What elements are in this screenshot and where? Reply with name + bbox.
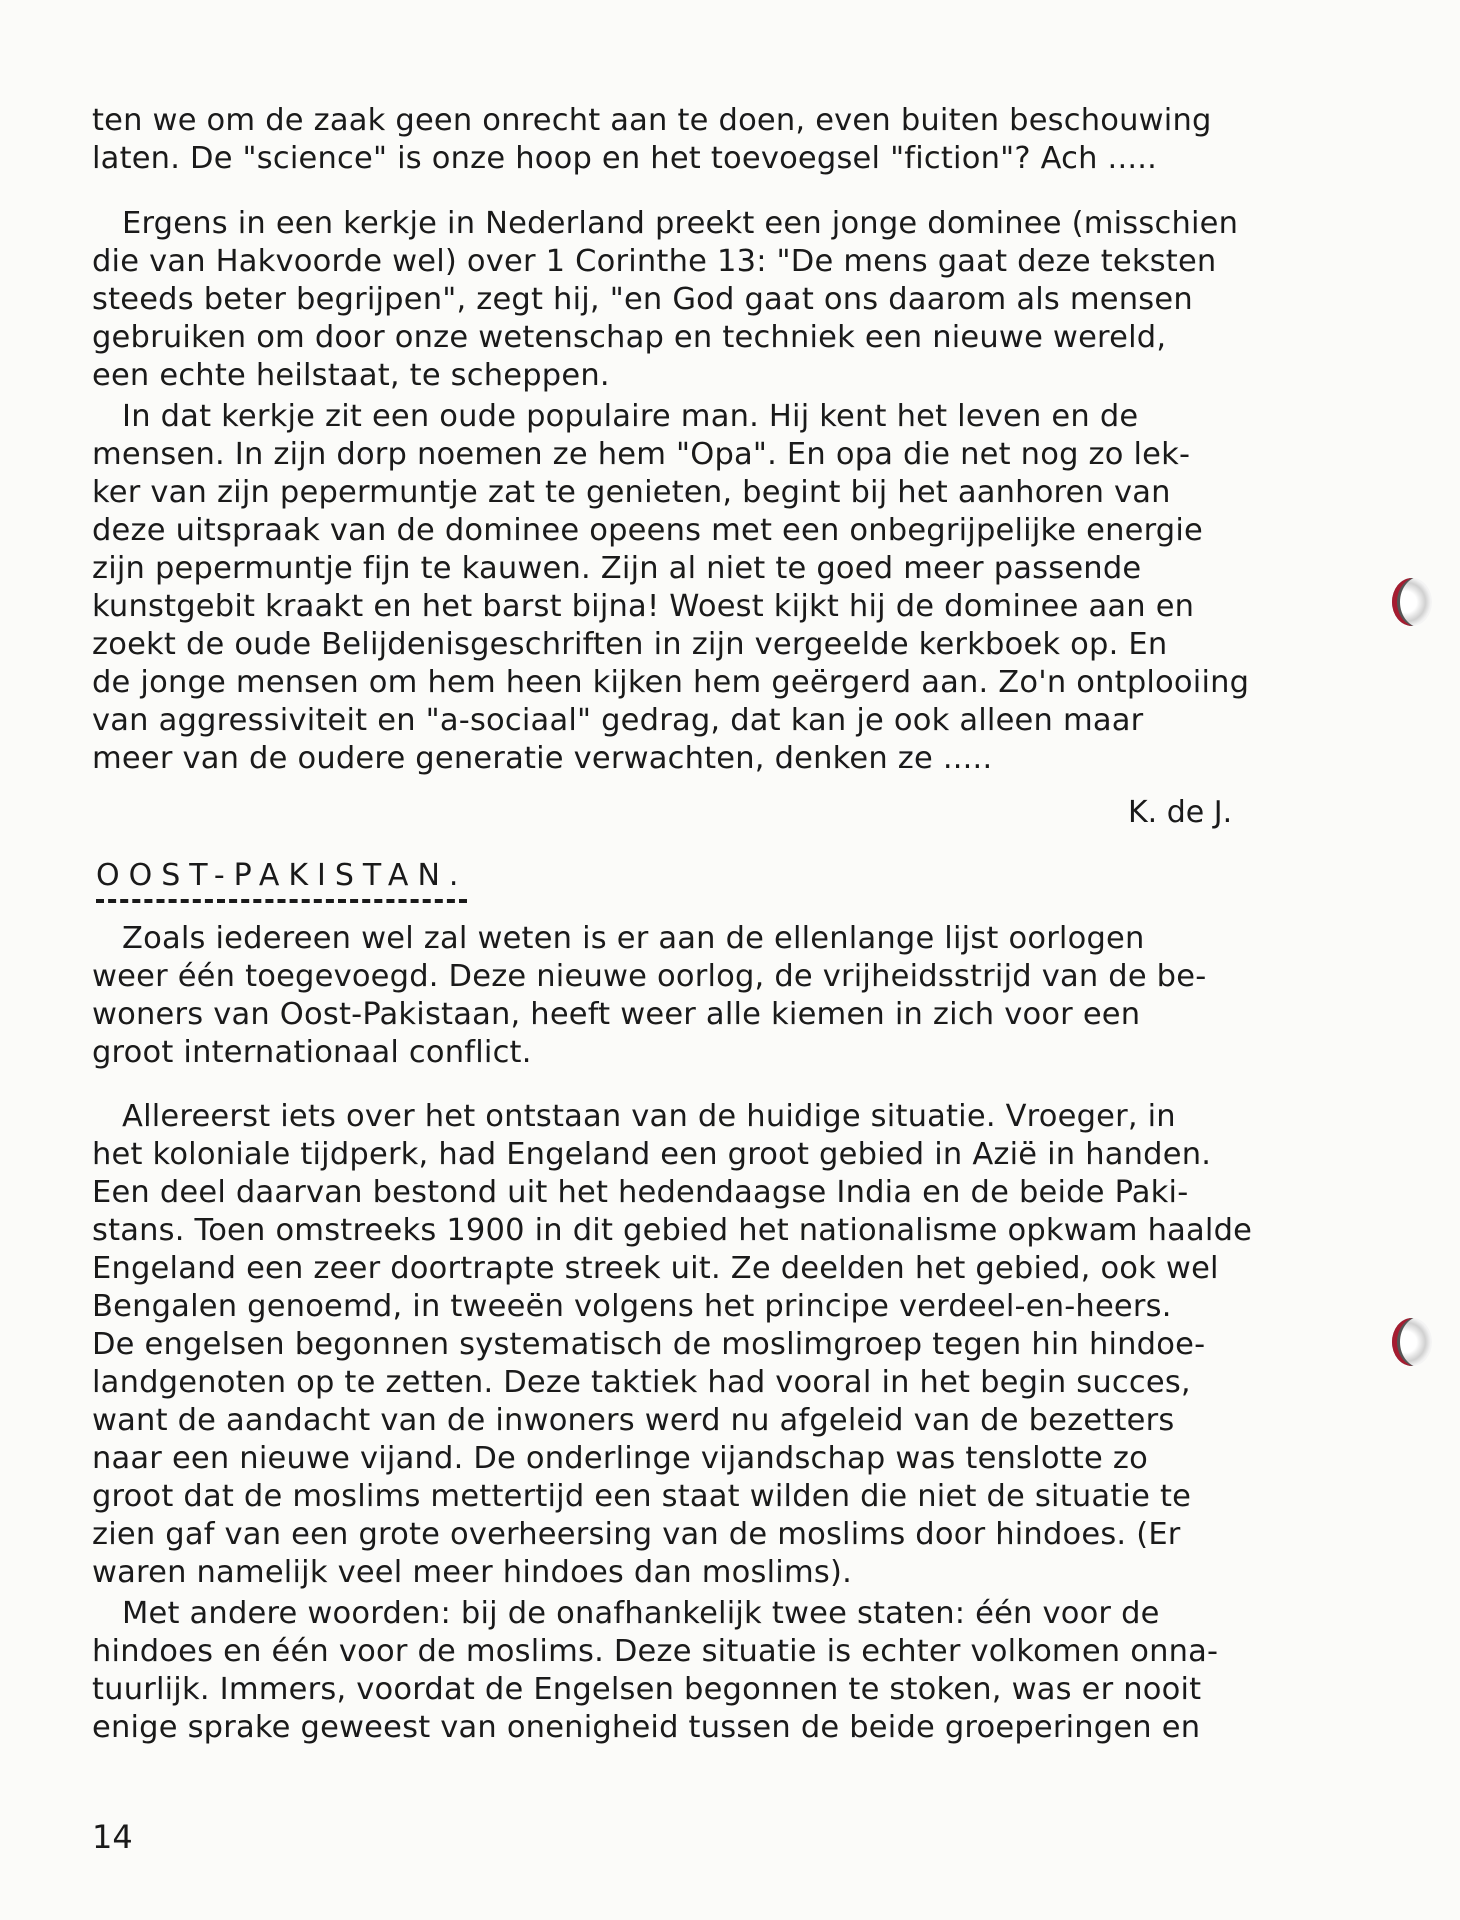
text-line: ker van zijn pepermuntje zat te genieten, begint bij het aanhoren van bbox=[92, 475, 1171, 510]
text-line: tuurlijk. Immers, voordat de Engelsen begonnen te stoken, was er nooit bbox=[92, 1672, 1202, 1707]
text-line: weer één toegevoegd. Deze nieuwe oorlog, de vrijheidsstrijd van de be- bbox=[92, 959, 1207, 994]
text-line: gebruiken om door onze wetenschap en techniek een nieuwe wereld, bbox=[92, 320, 1167, 355]
text-line: stans. Toen omstreeks 1900 in dit gebied het nationalisme opkwam haalde bbox=[92, 1213, 1253, 1248]
binding-hole-icon bbox=[1392, 578, 1432, 626]
text-line: De engelsen begonnen systematisch de moslimgroep tegen hin hindoe- bbox=[92, 1327, 1206, 1362]
author-signature: K. de J. bbox=[1128, 795, 1233, 830]
text-line: groot internationaal conflict. bbox=[92, 1035, 532, 1070]
text-line: Met andere woorden: bij de onafhankelijk twee staten: één voor de bbox=[122, 1596, 1160, 1631]
text-line: naar een nieuwe vijand. De onderlinge vijandschap was tenslotte zo bbox=[92, 1441, 1148, 1476]
text-line: steeds beter begrijpen", zegt hij, "en God gaat ons daarom als mensen bbox=[92, 282, 1193, 317]
text-line: zijn pepermuntje fijn te kauwen. Zijn al niet te goed meer passende bbox=[92, 551, 1142, 586]
binding-hole-icon bbox=[1392, 1318, 1432, 1366]
text-line: Bengalen genoemd, in tweeën volgens het principe verdeel-en-heers. bbox=[92, 1289, 1172, 1324]
text-line: hindoes en één voor de moslims. Deze situatie is echter volkomen onna- bbox=[92, 1634, 1219, 1669]
text-line: de jonge mensen om hem heen kijken hem geërgerd aan. Zo'n ontplooiing bbox=[92, 665, 1250, 700]
text-line: zien gaf van een grote overheersing van de moslims door hindoes. (Er bbox=[92, 1517, 1181, 1552]
text-line: enige sprake geweest van onenigheid tussen de beide groeperingen en bbox=[92, 1710, 1201, 1745]
text-line: Allereerst iets over het ontstaan van de huidige situatie. Vroeger, in bbox=[122, 1099, 1176, 1134]
text-line: het koloniale tijdperk, had Engeland een groot gebied in Azië in handen. bbox=[92, 1137, 1212, 1172]
text-line: meer van de oudere generatie verwachten, denken ze ..... bbox=[92, 741, 993, 776]
section-heading: OOST-PAKISTAN. bbox=[96, 858, 467, 903]
text-line: een echte heilstaat, te scheppen. bbox=[92, 358, 610, 393]
text-line: woners van Oost-Pakistaan, heeft weer alle kiemen in zich voor een bbox=[92, 997, 1141, 1032]
text-line: In dat kerkje zit een oude populaire man. Hij kent het leven en de bbox=[122, 399, 1139, 434]
text-line: Zoals iedereen wel zal weten is er aan de ellenlange lijst oorlogen bbox=[122, 921, 1145, 956]
text-line: landgenoten op te zetten. Deze taktiek had vooral in het begin succes, bbox=[92, 1365, 1191, 1400]
text-line: Engeland een zeer doortrapte streek uit. Ze deelden het gebied, ook wel bbox=[92, 1251, 1219, 1286]
text-line: van aggressiviteit en "a-sociaal" gedrag, dat kan je ook alleen maar bbox=[92, 703, 1144, 738]
text-line: kunstgebit kraakt en het barst bijna! Woest kijkt hij de dominee aan en bbox=[92, 589, 1195, 624]
page-number: 14 bbox=[92, 1818, 133, 1856]
text-line: want de aandacht van de inwoners werd nu afgeleid van de bezetters bbox=[92, 1403, 1175, 1438]
text-line: ten we om de zaak geen onrecht aan te doen, even buiten beschouwing bbox=[92, 103, 1212, 138]
text-line: mensen. In zijn dorp noemen ze hem "Opa". En opa die net nog zo lek- bbox=[92, 437, 1191, 472]
text-line: Ergens in een kerkje in Nederland preekt een jonge dominee (misschien bbox=[122, 206, 1239, 241]
text-line: waren namelijk veel meer hindoes dan moslims). bbox=[92, 1555, 852, 1590]
text-line: zoekt de oude Belijdenisgeschriften in zijn vergeelde kerkboek op. En bbox=[92, 627, 1168, 662]
text-line: die van Hakvoorde wel) over 1 Corinthe 13: "De mens gaat deze teksten bbox=[92, 244, 1217, 279]
text-line: deze uitspraak van de dominee opeens met een onbegrijpelijke energie bbox=[92, 513, 1203, 548]
text-line: groot dat de moslims mettertijd een staat wilden die niet de situatie te bbox=[92, 1479, 1192, 1514]
text-line: laten. De "science" is onze hoop en het toevoegsel "fiction"? Ach ..... bbox=[92, 141, 1158, 176]
text-line: Een deel daarvan bestond uit het hedendaagse India en de beide Paki- bbox=[92, 1175, 1189, 1210]
